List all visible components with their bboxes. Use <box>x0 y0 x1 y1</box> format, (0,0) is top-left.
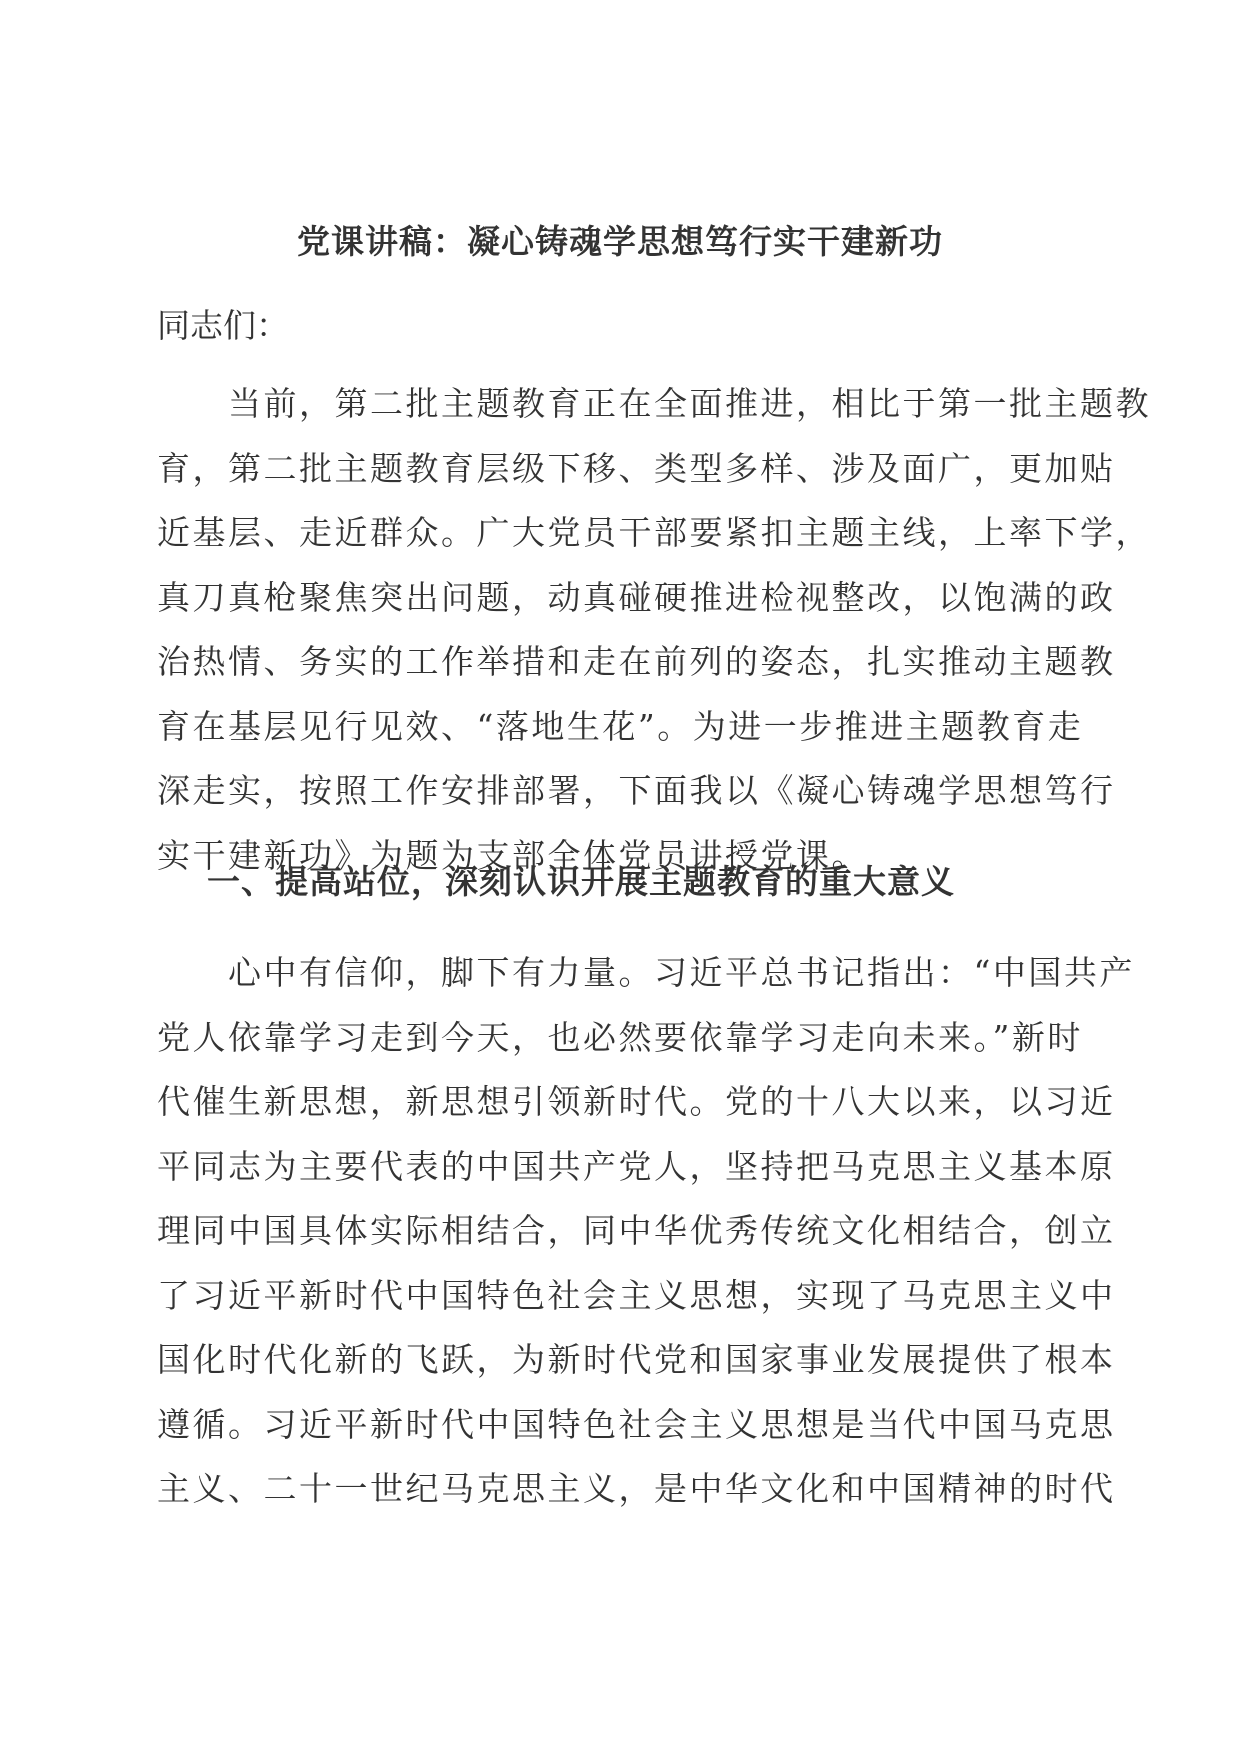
paragraph-line: 党人依靠学习走到今天，也必然要依靠学习走向未来。”新时 <box>157 1017 1083 1057</box>
paragraph-line: 近基层、走近群众。广大党员干部要紧扣主题主线，上率下学， <box>157 513 1151 552</box>
paragraph-line: 理同中国具体实际相结合，同中华优秀传统文化相结合，创立 <box>157 1211 1116 1250</box>
paragraph-line: 遵循。习近平新时代中国特色社会主义思想是当代中国马克思 <box>157 1404 1116 1444</box>
paragraph-intro <box>157 372 1151 888</box>
paragraph-line: 实干建新功》为题为支部全体党员讲授党课。 <box>157 835 867 875</box>
salutation: 同志们： <box>157 306 289 345</box>
paragraph-line: 了习近平新时代中国特色社会主义思想，实现了马克思主义中 <box>157 1275 1116 1315</box>
paragraph-line: 育，第二批主题教育层级下移、类型多样、涉及面广，更加贴 <box>157 448 1116 488</box>
paragraph-section-1 <box>157 941 1135 1522</box>
paragraph-line: 深走实，按照工作安排部署，下面我以《凝心铸魂学思想笃行 <box>157 771 1116 810</box>
paragraph-line: 心中有信仰，脚下有力量。习近平总书记指出：“中国共产 <box>157 953 1135 992</box>
paragraph-line: 当前，第二批主题教育正在全面推进，相比于第一批主题教 <box>157 384 1151 423</box>
paragraph-line: 治热情、务实的工作举措和走在前列的姿态，扎实推动主题教 <box>157 642 1116 681</box>
paragraph-line: 育在基层见行见效、“落地生花”。为进一步推进主题教育走 <box>157 706 1084 746</box>
paragraph-line: 代催生新思想，新思想引领新时代。党的十八大以来，以习近 <box>157 1082 1116 1121</box>
paragraph-line: 主义、二十一世纪马克思主义，是中华文化和中国精神的时代 <box>157 1469 1116 1508</box>
paragraph-line: 真刀真枪聚焦突出问题，动真碰硬推进检视整改，以饱满的政 <box>157 577 1116 617</box>
paragraph-line: 平同志为主要代表的中国共产党人，坚持把马克思主义基本原 <box>157 1146 1116 1186</box>
section-heading-1: 一、提高站位，深刻认识开展主题教育的重大意义 <box>207 862 955 901</box>
document-title: 党课讲稿：凝心铸魂学思想笃行实干建新功 <box>297 222 943 261</box>
paragraph-line: 国化时代化新的飞跃，为新时代党和国家事业发展提供了根本 <box>157 1340 1116 1379</box>
